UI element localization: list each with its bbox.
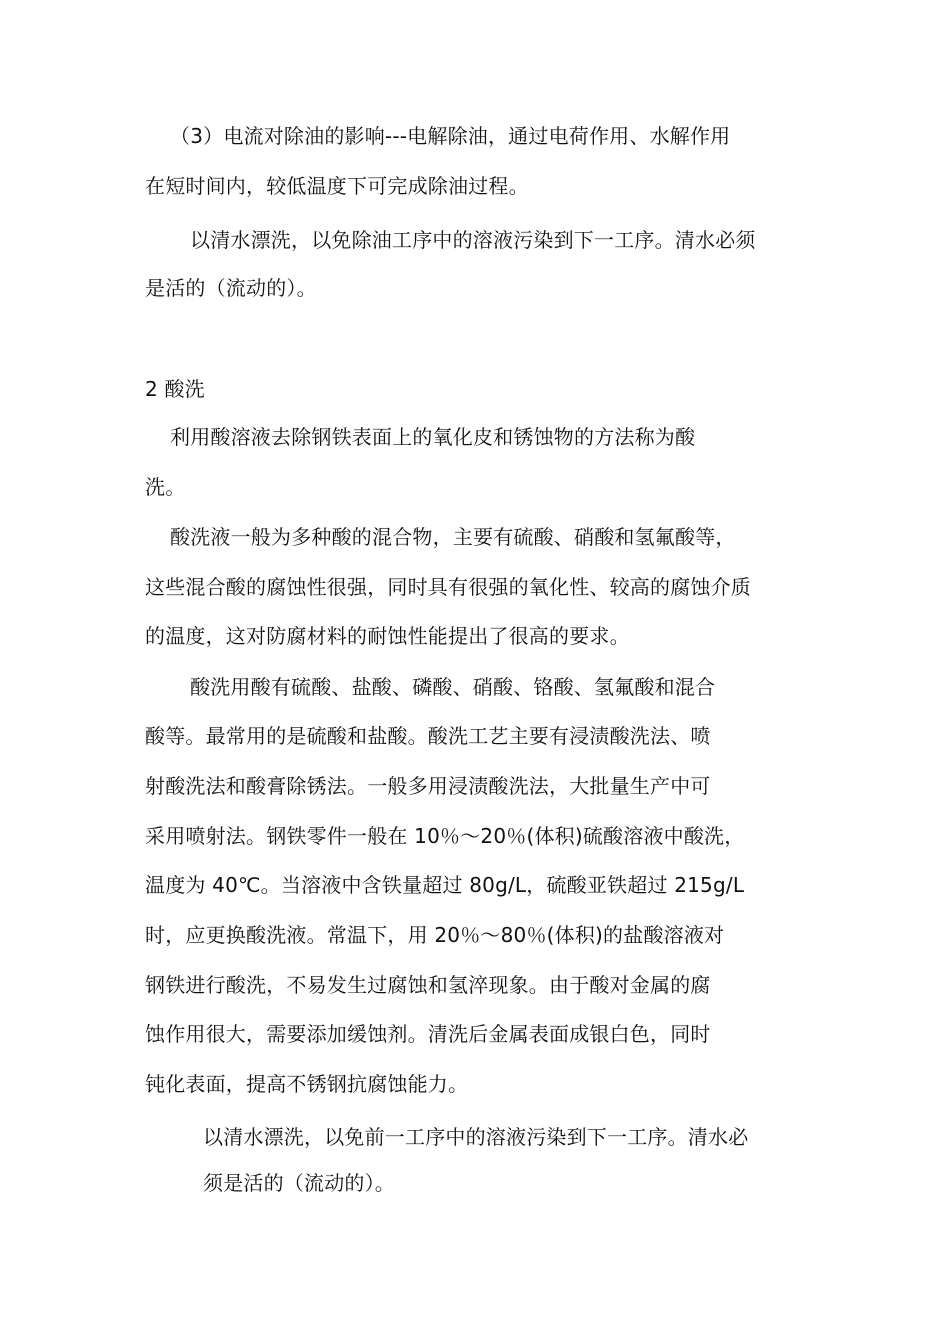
text-line: 蚀作用很大，需要添加缓蚀剂。清洗后金属表面成银白色，同时 [145, 1022, 711, 1046]
text-line: 采用喷射法。钢铁零件一般在 10％～20％(体积)硫酸溶液中酸洗， [145, 824, 745, 848]
text-line: 酸等。最常用的是硫酸和盐酸。酸洗工艺主要有浸渍酸洗法、喷 [145, 724, 711, 748]
text-line: 钝化表面，提高不锈钢抗腐蚀能力。 [145, 1072, 469, 1096]
text-line: 射酸洗法和酸膏除锈法。一般多用浸渍酸洗法，大批量生产中可 [145, 774, 711, 798]
text-line: 这些混合酸的腐蚀性很强，同时具有很强的氧化性、较高的腐蚀介质 [145, 575, 751, 599]
text-line: 时，应更换酸洗液。常温下，用 20％～80％(体积)的盐酸溶液对 [145, 923, 725, 947]
text-line: （3）电流对除油的影响---电解除油，通过电荷作用、水解作用 [170, 124, 731, 148]
text-line: 在短时间内，较低温度下可完成除油过程。 [145, 174, 529, 198]
text-line: 以清水漂洗，以免前一工序中的溶液污染到下一工序。清水必 [203, 1125, 749, 1149]
text-line: 酸洗液一般为多种酸的混合物，主要有硫酸、硝酸和氢氟酸等， [170, 525, 736, 549]
text-line: 以清水漂洗，以免除油工序中的溶液污染到下一工序。清水必须 [190, 228, 756, 252]
text-line: 利用酸溶液去除钢铁表面上的氧化皮和锈蚀物的方法称为酸 [170, 425, 696, 449]
text-line: 的温度，这对防腐材料的耐蚀性能提出了很高的要求。 [145, 624, 630, 648]
text-line: 酸洗用酸有硫酸、盐酸、磷酸、硝酸、铬酸、氢氟酸和混合 [190, 675, 716, 699]
section-heading: 2 酸洗 [145, 377, 205, 401]
text-line: 钢铁进行酸洗，不易发生过腐蚀和氢淬现象。由于酸对金属的腐 [145, 973, 711, 997]
text-line: 是活的（流动的）。 [145, 276, 317, 300]
text-line: 洗。 [145, 475, 186, 499]
text-line: 须是活的（流动的）。 [203, 1171, 395, 1195]
text-line: 温度为 40℃。当溶液中含铁量超过 80g/L，硫酸亚铁超过 215g/L [145, 873, 745, 897]
